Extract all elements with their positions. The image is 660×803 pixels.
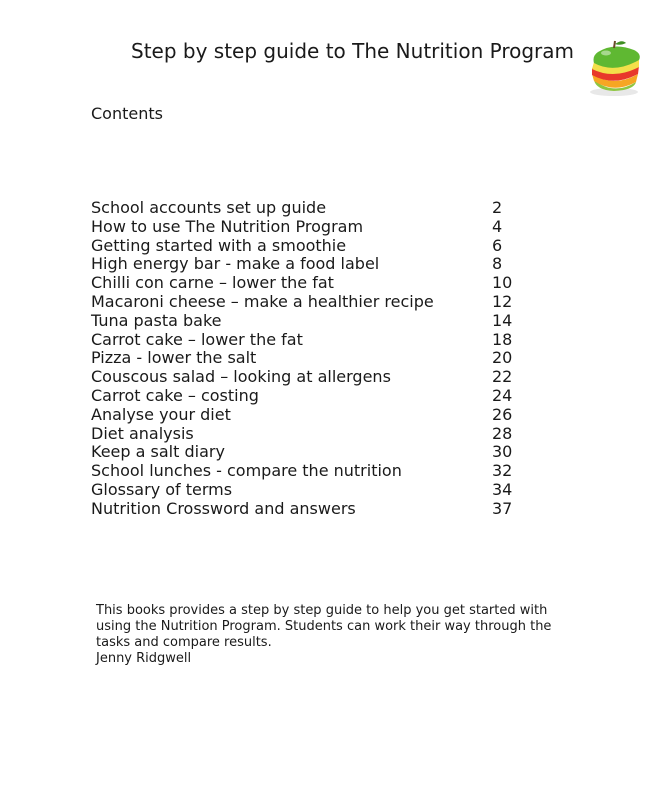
- toc-item: [91, 368, 531, 387]
- toc-item: [91, 293, 531, 312]
- toc-item-title: Keep a salt diary: [91, 442, 225, 462]
- toc-item-page: 30: [492, 442, 513, 462]
- author-name: Jenny Ridgwell: [96, 651, 192, 666]
- toc-item-title: Diet analysis: [91, 423, 194, 443]
- toc-item-title: High energy bar - make a food label: [91, 254, 380, 274]
- toc-item-title: Carrot cake – costing: [91, 385, 259, 405]
- toc-item-title: Tuna pasta bake: [91, 310, 222, 330]
- apple-slices-icon: [584, 40, 644, 98]
- toc-item: [91, 331, 531, 350]
- toc-item: [91, 462, 531, 481]
- toc-item: [91, 349, 531, 368]
- intro-paragraph: [96, 603, 586, 667]
- toc-item-title: School lunches - compare the nutrition: [91, 461, 402, 481]
- toc-item-title: Analyse your diet: [91, 404, 231, 424]
- table-of-contents: [91, 199, 531, 519]
- toc-item: [91, 406, 531, 425]
- toc-item-page: 12: [492, 291, 513, 311]
- toc-item: [91, 274, 531, 293]
- toc-item: [91, 425, 531, 444]
- toc-item-page: 24: [492, 385, 513, 405]
- toc-item-title: Carrot cake – lower the fat: [91, 329, 303, 349]
- toc-item-title: Macaroni cheese – make a healthier recipe: [91, 291, 434, 311]
- toc-item-page: 26: [492, 404, 513, 424]
- toc-item-page: 8: [492, 254, 503, 274]
- toc-item-page: 20: [492, 348, 513, 368]
- toc-item: [91, 481, 531, 500]
- page-title: Step by step guide to The Nutrition Program: [131, 39, 574, 63]
- toc-item-page: 28: [492, 423, 513, 443]
- toc-item: [91, 218, 531, 237]
- toc-item-page: 22: [492, 367, 513, 387]
- toc-item-page: 10: [492, 273, 513, 293]
- toc-item-page: 2: [492, 198, 503, 217]
- toc-item-title: Couscous salad – looking at allergens: [91, 367, 391, 387]
- toc-item: [91, 199, 531, 218]
- toc-item-title: Chilli con carne – lower the fat: [91, 273, 334, 293]
- toc-item: [91, 387, 531, 406]
- toc-item: [91, 237, 531, 256]
- toc-item-page: 34: [492, 479, 513, 499]
- toc-item-title: Nutrition Crossword and answers: [91, 498, 356, 518]
- toc-item-title: How to use The Nutrition Program: [91, 216, 364, 236]
- toc-item: [91, 500, 531, 519]
- toc-item-title: School accounts set up guide: [91, 198, 327, 217]
- toc-item-title: Pizza - lower the salt: [91, 348, 257, 368]
- toc-item-page: 37: [492, 498, 513, 518]
- toc-item-page: 6: [492, 235, 503, 255]
- toc-item: [91, 255, 531, 274]
- intro-text: This books provides a step by step guide to help you get started with using the Nutrition Program. Students can work their way through the tasks and compare results.: [96, 603, 552, 650]
- contents-heading: Contents: [91, 104, 163, 123]
- toc-item-page: 14: [492, 310, 513, 330]
- toc-item: [91, 443, 531, 462]
- toc-item: [91, 312, 531, 331]
- toc-item-title: Glossary of terms: [91, 479, 233, 499]
- toc-item-title: Getting started with a smoothie: [91, 235, 347, 255]
- toc-item-page: 18: [492, 329, 513, 349]
- toc-item-page: 4: [492, 216, 503, 236]
- toc-item-page: 32: [492, 461, 513, 481]
